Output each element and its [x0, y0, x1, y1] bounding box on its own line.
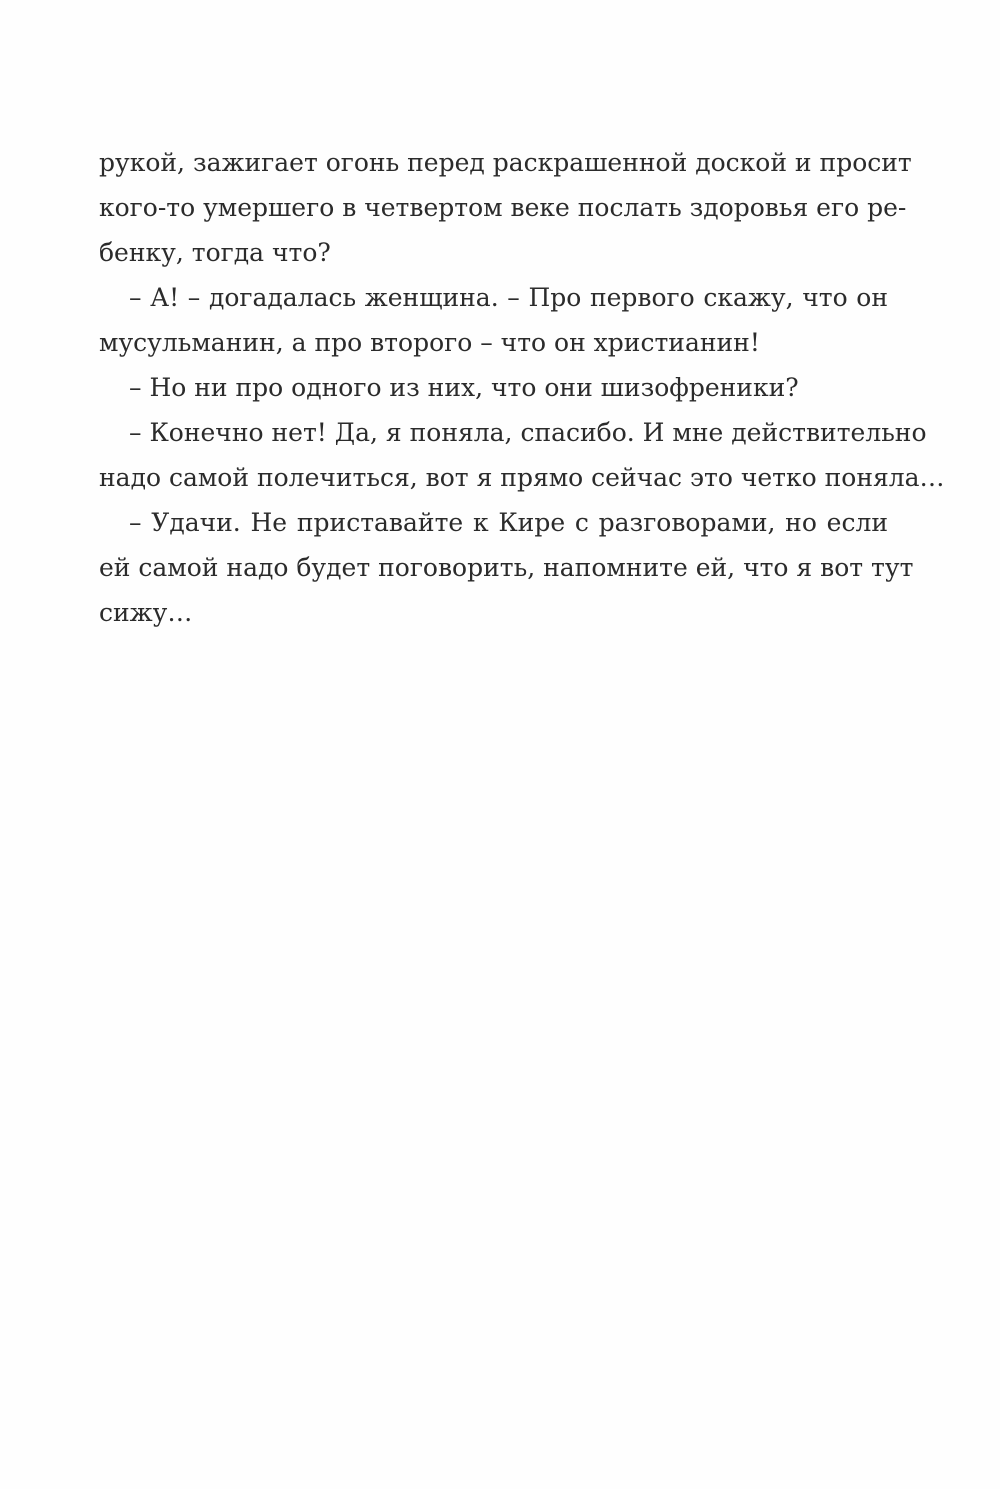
body-text — [99, 140, 945, 635]
text-line: кого-то умершего в четвертом веке послать здоровья его ре- — [99, 193, 907, 222]
text-line: бенку, тогда что? — [99, 238, 331, 267]
text-line: ей самой надо будет поговорить, напомните ей, что я вот тут — [99, 553, 914, 582]
text-line: – Удачи. Не приставайте к Кире с разговорами, но если — [129, 508, 888, 537]
text-line: – А! – догадалась женщина. – Про первого скажу, что он — [129, 283, 888, 312]
text-line: мусульманин, а про второго – что он христианин! — [99, 328, 760, 357]
text-line: сижу… — [99, 598, 193, 627]
text-line: надо самой полечиться, вот я прямо сейчас это четко поняла… — [99, 463, 945, 492]
text-line: – Конечно нет! Да, я поняла, спасибо. И мне действительно — [129, 418, 927, 447]
text-line: – Но ни про одного из них, что они шизофреники? — [129, 373, 799, 402]
text-line: рукой, зажигает огонь перед раскрашенной доской и просит — [99, 148, 912, 177]
